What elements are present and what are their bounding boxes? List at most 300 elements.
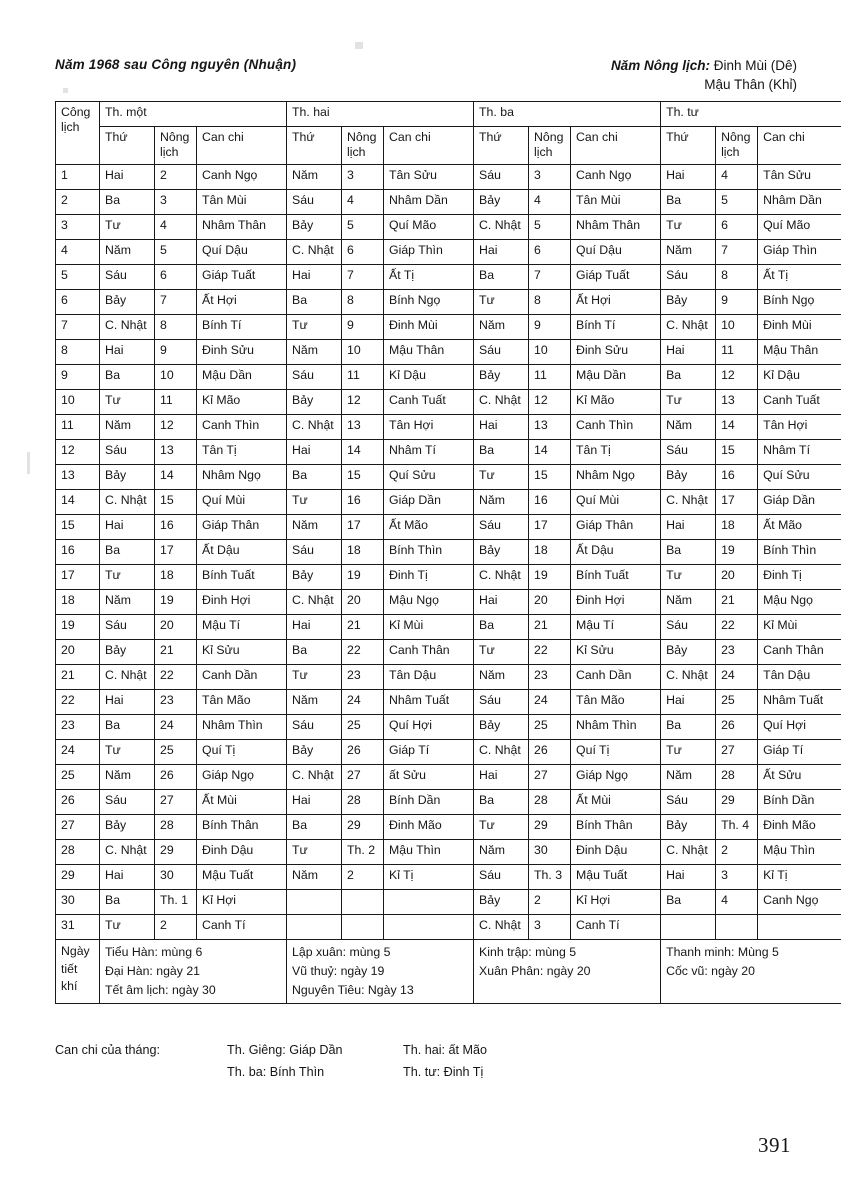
cell-m2-nong-lich: 10 <box>342 339 384 364</box>
cell-m4-can-chi: Tân Sửu <box>758 164 841 189</box>
cell-m2-nong-lich: 14 <box>342 439 384 464</box>
cell-m3-nong-lich: 20 <box>529 589 571 614</box>
cell-m1-nong-lich: 7 <box>155 289 197 314</box>
cell-cong-lich-day: 11 <box>56 414 100 439</box>
cell-m3-nong-lich: 6 <box>529 239 571 264</box>
cell-m4-can-chi: Mậu Thân <box>758 339 841 364</box>
cell-m1-nong-lich: 12 <box>155 414 197 439</box>
cell-m2-can-chi: Mậu Ngọ <box>384 589 474 614</box>
cell-m3-can-chi: Nhâm Ngọ <box>571 464 661 489</box>
cell-m4-thu: C. Nhật <box>661 839 716 864</box>
month-group-4: Th. tư <box>661 102 841 127</box>
cell-m4-thu: Tư <box>661 214 716 239</box>
subheader-thu-2: Thứ <box>287 127 342 165</box>
cell-cong-lich-day: 26 <box>56 789 100 814</box>
table-row <box>56 764 841 789</box>
tiet-khi-entry: Đại Hàn: ngày 21 <box>105 963 201 978</box>
cell-m3-thu: Bảy <box>474 889 529 914</box>
cell-m2-can-chi: Mậu Thân <box>384 339 474 364</box>
cell-m2-thu: Ba <box>287 814 342 839</box>
cell-m4-nong-lich: 15 <box>716 439 758 464</box>
cell-m3-nong-lich: 12 <box>529 389 571 414</box>
table-row <box>56 289 841 314</box>
cell-m2-nong-lich: 17 <box>342 514 384 539</box>
cell-m1-can-chi: Canh Dần <box>197 664 287 689</box>
table-row <box>56 264 841 289</box>
cell-m2-nong-lich: 29 <box>342 814 384 839</box>
cell-m3-can-chi: Đinh Sửu <box>571 339 661 364</box>
cell-m2-nong-lich: 6 <box>342 239 384 264</box>
notes-row-1 <box>55 1039 755 1061</box>
cell-m4-nong-lich: 18 <box>716 514 758 539</box>
cell-m2-nong-lich: 20 <box>342 589 384 614</box>
cell-m1-can-chi: Quí Tị <box>197 739 287 764</box>
cell-m2-can-chi: Kỉ Tị <box>384 864 474 889</box>
cell-m2-thu: Bảy <box>287 739 342 764</box>
cell-m3-can-chi: Bính Thân <box>571 814 661 839</box>
cell-m3-thu: Tư <box>474 289 529 314</box>
cell-m4-thu: Năm <box>661 239 716 264</box>
cell-m4-can-chi: Nhâm Tí <box>758 439 841 464</box>
cell-m1-thu: Ba <box>100 889 155 914</box>
subheader-nong-lich-4 <box>716 127 758 165</box>
cell-m2-nong-lich: 13 <box>342 414 384 439</box>
table-row <box>56 164 841 189</box>
cell-m2-thu: Năm <box>287 514 342 539</box>
cell-m3-thu: Năm <box>474 489 529 514</box>
cell-m1-thu: Bảy <box>100 464 155 489</box>
cell-m4-can-chi: Quí Hợi <box>758 714 841 739</box>
cell-m4-thu: C. Nhật <box>661 314 716 339</box>
cell-m4-thu: Hai <box>661 864 716 889</box>
cell-m4-can-chi: Kỉ Tị <box>758 864 841 889</box>
cell-m1-thu: Bảy <box>100 289 155 314</box>
cell-m3-thu: Bảy <box>474 539 529 564</box>
cell-m2-can-chi: Ất Mão <box>384 514 474 539</box>
cell-m2-nong-lich: 18 <box>342 539 384 564</box>
table-row <box>56 514 841 539</box>
nl-line1: Nông <box>534 130 564 144</box>
cell-m2-can-chi: Tân Sửu <box>384 164 474 189</box>
tiet-khi-label-line: tiết <box>61 961 78 976</box>
table-row <box>56 414 841 439</box>
cell-m3-nong-lich: 26 <box>529 739 571 764</box>
subheader-thu-1: Thứ <box>100 127 155 165</box>
cell-m2-nong-lich: 23 <box>342 664 384 689</box>
cell-m1-thu: C. Nhật <box>100 314 155 339</box>
nl-line1: Nông <box>347 130 377 144</box>
cell-m1-can-chi: Bính Thân <box>197 814 287 839</box>
cell-m1-nong-lich: 29 <box>155 839 197 864</box>
cell-m1-thu: Ba <box>100 714 155 739</box>
cell-m2-nong-lich: 4 <box>342 189 384 214</box>
cell-m2-thu: C. Nhật <box>287 239 342 264</box>
cell-m3-nong-lich: 7 <box>529 264 571 289</box>
cell-m2-thu: Tư <box>287 839 342 864</box>
tiet-khi-entry: Tiểu Hàn: mùng 6 <box>105 944 203 959</box>
cell-m1-can-chi: Kỉ Hợi <box>197 889 287 914</box>
cell-m4-can-chi: Ất Mão <box>758 514 841 539</box>
cell-m3-nong-lich: 25 <box>529 714 571 739</box>
cell-m2-thu: Tư <box>287 664 342 689</box>
table-row <box>56 464 841 489</box>
cell-m4-thu: Ba <box>661 714 716 739</box>
cell-m1-can-chi: Giáp Thân <box>197 514 287 539</box>
cell-m1-can-chi: Đinh Sửu <box>197 339 287 364</box>
nl-line2: lịch <box>721 145 740 160</box>
cell-m4-can-chi: Canh Thân <box>758 639 841 664</box>
cell-cong-lich-day: 4 <box>56 239 100 264</box>
note-month-tu: Th. tư: Đinh Tị <box>403 1065 484 1079</box>
cell-m1-can-chi: Ất Dậu <box>197 539 287 564</box>
cell-m2-can-chi: Bính Thìn <box>384 539 474 564</box>
cell-m4-thu: Năm <box>661 764 716 789</box>
cell-m2-thu: Năm <box>287 864 342 889</box>
cell-m3-thu: Tư <box>474 814 529 839</box>
note-month-ba: Th. ba: Bính Thìn <box>227 1065 325 1079</box>
cell-m4-can-chi: Tân Hợi <box>758 414 841 439</box>
cell-m1-thu: Hai <box>100 689 155 714</box>
cell-m1-nong-lich: 15 <box>155 489 197 514</box>
cell-m2-nong-lich: 27 <box>342 764 384 789</box>
solar-year-title: Năm 1968 sau Công nguyên (Nhuận) <box>55 57 297 72</box>
cell-m3-can-chi: Canh Ngọ <box>571 164 661 189</box>
tiet-khi-entry: Thanh minh: Mùng 5 <box>666 944 779 959</box>
cell-m3-nong-lich: 16 <box>529 489 571 514</box>
cell-m2-can-chi: Canh Thân <box>384 639 474 664</box>
cell-m4-thu: Hai <box>661 164 716 189</box>
cell-m1-thu: Tư <box>100 739 155 764</box>
tiet-khi-entry: Tết âm lịch: ngày 30 <box>105 982 216 997</box>
nl-line2: lịch <box>534 145 553 160</box>
lunar-year-block <box>611 56 797 94</box>
cell-m3-thu: Sáu <box>474 164 529 189</box>
notes-title: Can chi của tháng: <box>55 1043 161 1057</box>
scan-speck <box>355 42 363 49</box>
cell-m1-nong-lich: 2 <box>155 164 197 189</box>
cell-m1-can-chi: Ất Mùi <box>197 789 287 814</box>
note-month-hai: Th. hai: ất Mão <box>403 1043 487 1057</box>
cell-m4-nong-lich: 5 <box>716 189 758 214</box>
cell-m4-thu <box>661 914 716 939</box>
cell-m4-thu: Hai <box>661 339 716 364</box>
cell-m1-nong-lich: 13 <box>155 439 197 464</box>
tiet-khi-entry: Vũ thuỷ: ngày 19 <box>292 963 385 978</box>
cell-m4-thu: Bảy <box>661 814 716 839</box>
cell-m1-nong-lich: 17 <box>155 539 197 564</box>
cell-m1-thu: Bảy <box>100 639 155 664</box>
cell-m2-nong-lich: 19 <box>342 564 384 589</box>
cell-m1-nong-lich: 14 <box>155 464 197 489</box>
cell-m3-nong-lich: 30 <box>529 839 571 864</box>
table-row <box>56 864 841 889</box>
cell-m1-can-chi: Đinh Dậu <box>197 839 287 864</box>
nl-line1: Nông <box>721 130 751 144</box>
cell-m3-thu: Bảy <box>474 714 529 739</box>
cell-m3-can-chi: Tân Mão <box>571 689 661 714</box>
cell-cong-lich-day: 2 <box>56 189 100 214</box>
table-row <box>56 714 841 739</box>
cell-m4-can-chi: Giáp Thìn <box>758 239 841 264</box>
cell-m1-nong-lich: 22 <box>155 664 197 689</box>
cell-m3-nong-lich: 17 <box>529 514 571 539</box>
cell-m1-nong-lich: 20 <box>155 614 197 639</box>
cell-m3-nong-lich: 15 <box>529 464 571 489</box>
cell-m2-thu: Năm <box>287 689 342 714</box>
cell-m3-can-chi: Mậu Tuất <box>571 864 661 889</box>
cell-m2-nong-lich <box>342 889 384 914</box>
cell-m2-thu <box>287 914 342 939</box>
cell-cong-lich-day: 21 <box>56 664 100 689</box>
cell-m3-nong-lich: 22 <box>529 639 571 664</box>
cell-m4-can-chi: Kỉ Mùi <box>758 614 841 639</box>
cell-m4-can-chi: Kỉ Dậu <box>758 364 841 389</box>
cell-m2-thu: Bảy <box>287 564 342 589</box>
cell-m1-can-chi: Nhâm Thân <box>197 214 287 239</box>
cell-m2-can-chi: Kỉ Dậu <box>384 364 474 389</box>
cell-m1-thu: Ba <box>100 189 155 214</box>
cell-m2-can-chi: Quí Mão <box>384 214 474 239</box>
lunar-year-label: Năm Nông lịch: <box>610 58 710 73</box>
cell-m3-nong-lich: 5 <box>529 214 571 239</box>
tiet-khi-entry: Lập xuân: mùng 5 <box>292 944 391 959</box>
cell-m2-nong-lich: 25 <box>342 714 384 739</box>
table-row <box>56 664 841 689</box>
cell-m2-thu: Sáu <box>287 364 342 389</box>
nl-line2: lịch <box>347 145 366 160</box>
cell-m2-can-chi: Giáp Tí <box>384 739 474 764</box>
table-foot <box>56 939 841 1003</box>
cell-m2-can-chi: Đinh Tị <box>384 564 474 589</box>
cell-m3-can-chi: Quí Tị <box>571 739 661 764</box>
lunar-year-value-1: Đinh Mùi (Dê) <box>713 58 797 73</box>
cell-cong-lich-day: 10 <box>56 389 100 414</box>
cell-m1-nong-lich: 3 <box>155 189 197 214</box>
cell-m4-nong-lich: 22 <box>716 614 758 639</box>
cell-m3-can-chi: Giáp Tuất <box>571 264 661 289</box>
cell-m2-can-chi: Quí Sửu <box>384 464 474 489</box>
table-row <box>56 639 841 664</box>
cell-m4-nong-lich: 19 <box>716 539 758 564</box>
cell-m3-thu: C. Nhật <box>474 214 529 239</box>
table-row <box>56 889 841 914</box>
cell-m3-can-chi: Đinh Dậu <box>571 839 661 864</box>
cell-m2-thu: Hai <box>287 614 342 639</box>
cell-m3-can-chi: Bính Tuất <box>571 564 661 589</box>
table-row <box>56 789 841 814</box>
cell-m3-can-chi: Quí Dậu <box>571 239 661 264</box>
cell-m4-thu: Ba <box>661 364 716 389</box>
cell-m1-can-chi: Giáp Tuất <box>197 264 287 289</box>
cell-m4-nong-lich: 2 <box>716 839 758 864</box>
cell-m3-can-chi: Quí Mùi <box>571 489 661 514</box>
cell-m3-can-chi: Ất Dậu <box>571 539 661 564</box>
cell-m2-can-chi: Nhâm Tí <box>384 439 474 464</box>
cell-cong-lich-day: 12 <box>56 439 100 464</box>
month-group-3: Th. ba <box>474 102 661 127</box>
cell-m1-thu: Sáu <box>100 439 155 464</box>
cell-m2-thu: C. Nhật <box>287 589 342 614</box>
cell-cong-lich-day: 9 <box>56 364 100 389</box>
cell-m4-nong-lich <box>716 914 758 939</box>
cell-m1-nong-lich: 11 <box>155 389 197 414</box>
cell-m1-thu: Hai <box>100 339 155 364</box>
cell-m3-nong-lich: 24 <box>529 689 571 714</box>
cell-m1-nong-lich: 19 <box>155 589 197 614</box>
cell-m2-thu: Năm <box>287 339 342 364</box>
cell-m1-can-chi: Bính Tí <box>197 314 287 339</box>
table-row <box>56 539 841 564</box>
cell-m2-can-chi: Nhâm Dần <box>384 189 474 214</box>
cell-m2-nong-lich <box>342 914 384 939</box>
calendar-table <box>55 101 841 1004</box>
cell-m3-thu: C. Nhật <box>474 739 529 764</box>
cell-m3-nong-lich: 13 <box>529 414 571 439</box>
cell-m4-thu: Bảy <box>661 464 716 489</box>
cell-m3-can-chi: Kỉ Sửu <box>571 639 661 664</box>
cell-m1-nong-lich: 30 <box>155 864 197 889</box>
cell-m2-can-chi: Kỉ Mùi <box>384 614 474 639</box>
note-month-gieng: Th. Giêng: Giáp Dần <box>227 1043 343 1057</box>
cell-m1-thu: Ba <box>100 539 155 564</box>
cell-m3-thu: Ba <box>474 614 529 639</box>
cell-m2-thu: Tư <box>287 489 342 514</box>
cell-m4-nong-lich: 29 <box>716 789 758 814</box>
cell-m4-can-chi: Nhâm Dần <box>758 189 841 214</box>
cell-m3-thu: Năm <box>474 314 529 339</box>
cell-m3-thu: C. Nhật <box>474 564 529 589</box>
cell-m3-nong-lich: 18 <box>529 539 571 564</box>
corner-header-cong-lich <box>56 102 100 165</box>
cell-m2-can-chi: Quí Hợi <box>384 714 474 739</box>
cell-m4-can-chi: Đinh Mùi <box>758 314 841 339</box>
cell-m2-can-chi: Tân Hợi <box>384 414 474 439</box>
cell-m1-thu: Năm <box>100 589 155 614</box>
cell-m2-nong-lich: 16 <box>342 489 384 514</box>
cell-m1-can-chi: Canh Thìn <box>197 414 287 439</box>
cell-m4-thu: Năm <box>661 414 716 439</box>
cell-m1-nong-lich: 16 <box>155 514 197 539</box>
cell-m3-nong-lich: 9 <box>529 314 571 339</box>
cell-m2-thu: Năm <box>287 164 342 189</box>
cell-m3-nong-lich: 3 <box>529 164 571 189</box>
page-header <box>0 52 841 100</box>
cell-m1-can-chi: Kỉ Mão <box>197 389 287 414</box>
cell-cong-lich-day: 22 <box>56 689 100 714</box>
cell-m3-nong-lich: 14 <box>529 439 571 464</box>
month-group-2: Th. hai <box>287 102 474 127</box>
cell-m1-thu: Năm <box>100 414 155 439</box>
cell-m4-can-chi: Canh Ngọ <box>758 889 841 914</box>
cell-m1-thu: Tư <box>100 914 155 939</box>
cell-cong-lich-day: 20 <box>56 639 100 664</box>
cell-m4-thu: Ba <box>661 539 716 564</box>
cell-m4-thu: Tư <box>661 739 716 764</box>
cell-m4-nong-lich: 10 <box>716 314 758 339</box>
cell-m4-can-chi: Canh Tuất <box>758 389 841 414</box>
cell-m3-thu: Sáu <box>474 864 529 889</box>
cell-m3-can-chi: Tân Tị <box>571 439 661 464</box>
cell-cong-lich-day: 6 <box>56 289 100 314</box>
cell-m4-nong-lich: 14 <box>716 414 758 439</box>
nl-line1: Nông <box>160 130 190 144</box>
table-head <box>56 102 841 165</box>
cell-m3-thu: Hai <box>474 764 529 789</box>
cell-m4-nong-lich: 4 <box>716 889 758 914</box>
cell-m1-can-chi: Canh Ngọ <box>197 164 287 189</box>
cell-m4-thu: Hai <box>661 514 716 539</box>
cell-m3-thu: Sáu <box>474 514 529 539</box>
cell-m4-nong-lich: 3 <box>716 864 758 889</box>
cell-m4-can-chi: Mậu Thìn <box>758 839 841 864</box>
cell-m2-nong-lich: 3 <box>342 164 384 189</box>
tiet-khi-entry: Cốc vũ: ngày 20 <box>666 963 755 978</box>
subheader-can-chi-2: Can chi <box>384 127 474 165</box>
cell-cong-lich-day: 23 <box>56 714 100 739</box>
tiet-khi-cell-1 <box>100 939 287 1003</box>
cell-m3-thu: Bảy <box>474 364 529 389</box>
cell-m3-thu: Hai <box>474 414 529 439</box>
cell-m2-thu: Hai <box>287 439 342 464</box>
cell-m4-thu: Ba <box>661 889 716 914</box>
cell-m4-can-chi: Mậu Ngọ <box>758 589 841 614</box>
cell-m2-can-chi: Bính Ngọ <box>384 289 474 314</box>
cell-m4-can-chi: Bính Thìn <box>758 539 841 564</box>
cell-m1-nong-lich: 9 <box>155 339 197 364</box>
cell-m2-thu: C. Nhật <box>287 414 342 439</box>
cell-m1-can-chi: Nhâm Thìn <box>197 714 287 739</box>
cell-m2-can-chi: Canh Tuất <box>384 389 474 414</box>
cell-m1-can-chi: Nhâm Ngọ <box>197 464 287 489</box>
cell-cong-lich-day: 8 <box>56 339 100 364</box>
cell-m4-can-chi: Bính Ngọ <box>758 289 841 314</box>
tiet-khi-cell-2 <box>287 939 474 1003</box>
table-row <box>56 914 841 939</box>
cell-m3-can-chi: Giáp Ngọ <box>571 764 661 789</box>
cell-m3-nong-lich: 11 <box>529 364 571 389</box>
cell-m4-thu: Sáu <box>661 264 716 289</box>
cell-m1-nong-lich: Th. 1 <box>155 889 197 914</box>
cell-m4-can-chi: Bính Dần <box>758 789 841 814</box>
cell-m4-can-chi: Ất Tị <box>758 264 841 289</box>
cell-m1-thu: C. Nhật <box>100 489 155 514</box>
cell-m3-nong-lich: 29 <box>529 814 571 839</box>
cell-m4-nong-lich: 17 <box>716 489 758 514</box>
cell-m2-nong-lich: 5 <box>342 214 384 239</box>
cell-m1-thu: Tư <box>100 214 155 239</box>
cell-m4-can-chi: Nhâm Tuất <box>758 689 841 714</box>
cell-m4-thu: Sáu <box>661 789 716 814</box>
cell-cong-lich-day: 1 <box>56 164 100 189</box>
cell-cong-lich-day: 16 <box>56 539 100 564</box>
tiet-khi-row <box>56 939 841 1003</box>
table-row <box>56 814 841 839</box>
tiet-khi-cell-4 <box>661 939 841 1003</box>
cell-m3-thu: Sáu <box>474 339 529 364</box>
cell-m2-can-chi: Mậu Thìn <box>384 839 474 864</box>
cell-cong-lich-day: 29 <box>56 864 100 889</box>
cell-m2-can-chi <box>384 914 474 939</box>
cell-m1-can-chi: Tân Mùi <box>197 189 287 214</box>
cell-m2-thu: Tư <box>287 314 342 339</box>
notes-row-2 <box>55 1061 755 1083</box>
cell-m1-nong-lich: 28 <box>155 814 197 839</box>
cell-m1-can-chi: Mậu Tuất <box>197 864 287 889</box>
cell-cong-lich-day: 31 <box>56 914 100 939</box>
cell-m3-nong-lich: 23 <box>529 664 571 689</box>
cell-m4-nong-lich: 6 <box>716 214 758 239</box>
cell-m3-thu: Năm <box>474 839 529 864</box>
